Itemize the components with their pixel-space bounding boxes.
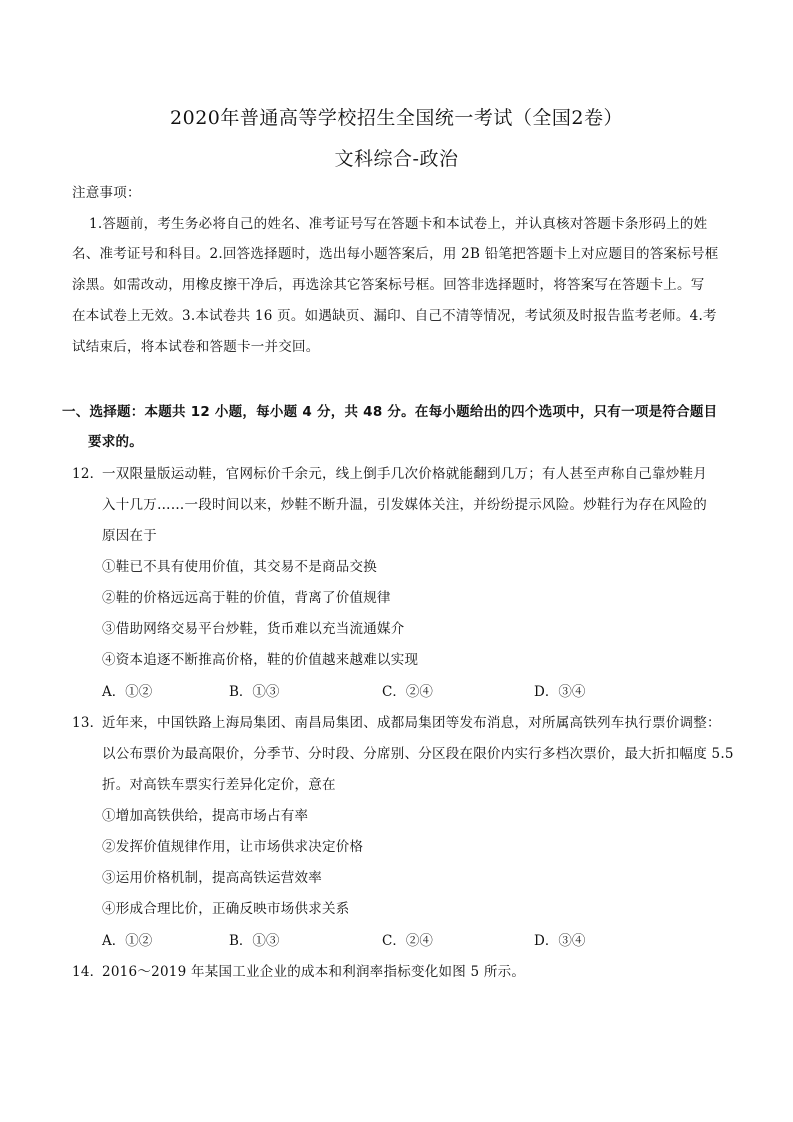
question-number: 14． xyxy=(72,964,104,980)
exam-title: 2020年普通高等学校招生全国统一考试（全国2卷） xyxy=(170,107,623,129)
question-12-statement: ②鞋的价格远远高于鞋的价值，背离了价值规律 xyxy=(102,590,391,606)
question-13-stem-line: 折。对高铁车票实行差异化定价，意在 xyxy=(102,777,336,793)
notes-line: 涂黑。如需改动，用橡皮擦干净后，再选涂其它答案标号框。回答非选择题时，将答案写在答题卡上。写 xyxy=(72,277,705,293)
question-12-statement: ③借助网络交易平台炒鞋，货币难以充当流通媒介 xyxy=(102,621,405,637)
stem-text: 2016～2019 年某国工业企业的成本和利润率指标变化如图 5 所示。 xyxy=(102,964,526,980)
stem-text: 一双限量版运动鞋，官网标价千余元，线上倒手几次价格就能翻到几万；有人甚至声称自己靠炒鞋月 xyxy=(102,466,707,482)
notes-line: 在本试卷上无效。3.本试卷共 16 页。如遇缺页、漏印、自己不清等情况，考试须及时报告监考老师。4.考 xyxy=(72,308,717,324)
question-number: 12． xyxy=(72,466,104,482)
question-13-statement: ②发挥价值规律作用，让市场供求决定价格 xyxy=(102,839,364,855)
question-12-stem-line: 原因在于 xyxy=(102,528,157,544)
stem-text: 近年来，中国铁路上海局集团、南昌局集团、成都局集团等发布消息，对所属高铁列车执行票价调整： xyxy=(102,715,721,731)
question-number: 13． xyxy=(72,715,104,731)
question-13-option-b[interactable]: B．①③ xyxy=(229,933,280,949)
question-12-option-d[interactable]: D．③④ xyxy=(534,684,586,700)
question-13-statement: ④形成合理比价，正确反映市场供求关系 xyxy=(102,901,350,917)
question-12-stem-line: 入十几万……一段时间以来，炒鞋不断升温，引发媒体关注，并纷纷提示风险。炒鞋行为存在风险的 xyxy=(102,497,707,513)
section-heading-cont: 要求的。 xyxy=(88,434,143,450)
question-12-option-a[interactable]: A．①② xyxy=(102,684,153,700)
notes-line: 试结束后，将本试卷和答题卡一并交回。 xyxy=(72,339,320,355)
question-14-stem-line xyxy=(72,962,727,982)
question-12-option-c[interactable]: C．②④ xyxy=(382,684,433,700)
notes-line: 1.答题前，考生务必将自己的姓名、准考证号写在答题卡和本试卷上，并认真核对答题卡条形码上的姓 xyxy=(89,216,708,232)
question-12-statement: ④资本追逐不断推高价格，鞋的价值越来越难以实现 xyxy=(102,652,419,668)
question-13-option-d[interactable]: D．③④ xyxy=(534,933,586,949)
question-13-statement: ①增加高铁供给，提高市场占有率 xyxy=(102,808,309,824)
question-13-stem-line xyxy=(72,713,727,733)
question-12-statement: ①鞋已不具有使用价值，其交易不是商品交换 xyxy=(102,559,377,575)
question-13-stem-line: 以公布票价为最高限价，分季节、分时段、分席别、分区段在限价内实行多档次票价，最大折扣幅度 5.5 xyxy=(102,746,734,762)
question-13-option-c[interactable]: C．②④ xyxy=(382,933,433,949)
exam-subtitle: 文科综合-政治 xyxy=(334,148,459,170)
question-13-statement: ③运用价格机制，提高高铁运营效率 xyxy=(102,870,322,886)
question-13-option-a[interactable]: A．①② xyxy=(102,933,153,949)
notes-heading: 注意事项： xyxy=(72,185,141,201)
section-heading: 一、选择题：本题共 12 小题，每小题 4 分，共 48 分。在每小题给出的四个选项中，只有一项是符合题目 xyxy=(62,404,718,420)
question-12-stem-line xyxy=(72,464,727,484)
question-12-option-b[interactable]: B．①③ xyxy=(229,684,280,700)
notes-line: 名、准考证号和科目。2.回答选择题时，选出每小题答案后，用 2B 铅笔把答题卡上对应题目的答案标号框 xyxy=(72,246,719,262)
